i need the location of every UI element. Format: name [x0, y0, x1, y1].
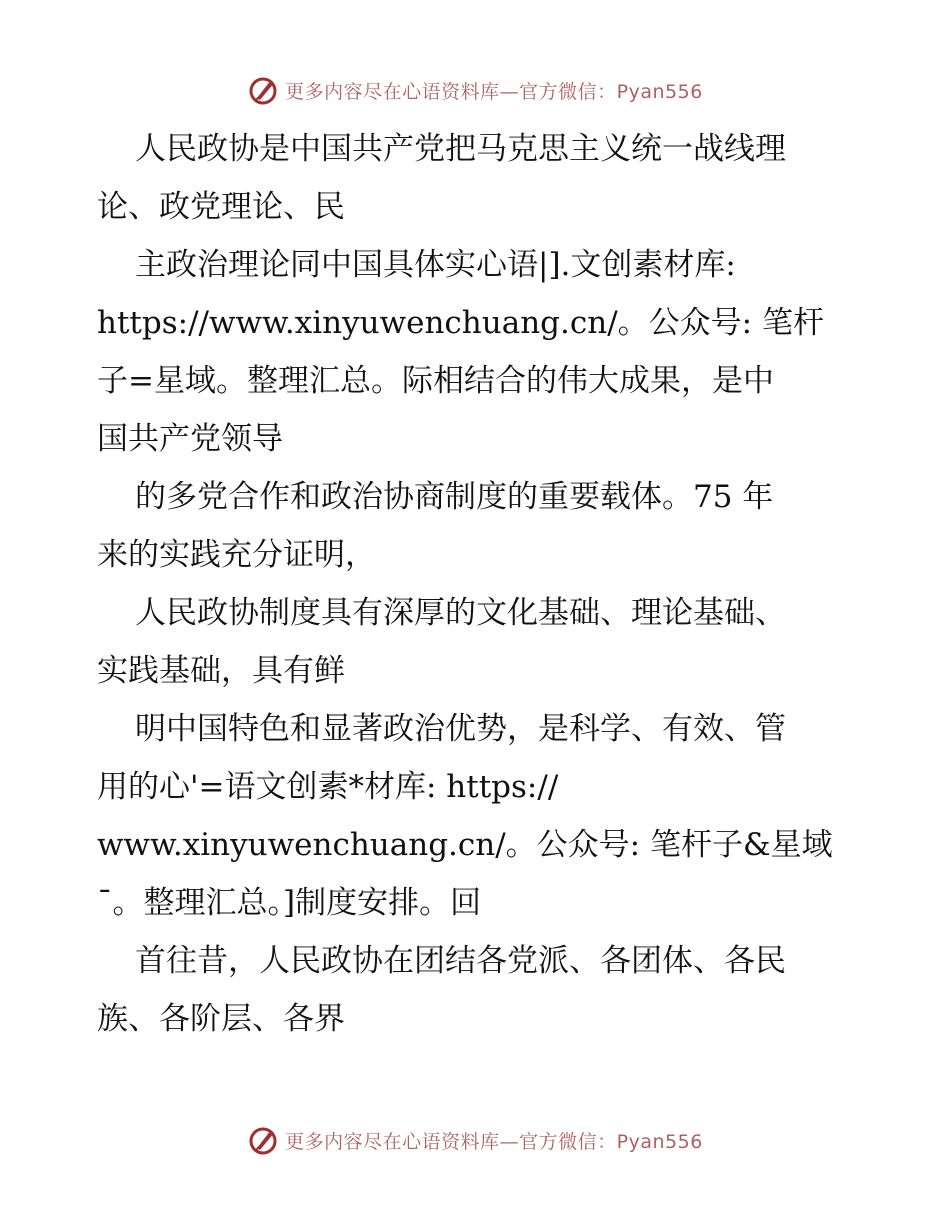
text-line: 人民政协是中国共产党把马克思主义统一战线理 [135, 131, 786, 167]
watermark-label: 更多内容尽在心语资料库—官方微信： [285, 1130, 617, 1153]
text-line: 族、各阶层、各界 [97, 1001, 345, 1037]
header-watermark [0, 70, 950, 110]
watermark-text [285, 77, 703, 104]
watermark-label: 更多内容尽在心语资料库—官方微信： [285, 80, 617, 103]
document-body [97, 120, 857, 1048]
quill-logo-icon [247, 1124, 279, 1156]
watermark-wechat-id: Pyan556 [616, 1130, 703, 1153]
text-line: www.xinyuwenchuang.cn/。公众号: 笔杆子&星域 [97, 827, 833, 863]
text-line: 实践基础，具有鲜 [97, 653, 345, 689]
watermark-text [285, 1127, 703, 1154]
text-line: 来的实践充分证明， [97, 537, 376, 573]
quill-logo-icon [247, 74, 279, 106]
watermark-wechat-id: Pyan556 [616, 80, 703, 103]
text-line: 的多党合作和政治协商制度的重要载体。75 年 [135, 479, 774, 515]
text-line: 明中国特色和显著政治优势，是科学、有效、管 [135, 711, 786, 747]
text-line: ¯。整理汇总。]制度安排。回 [97, 885, 482, 921]
text-line: 首往昔，人民政协在团结各党派、各团体、各民 [135, 943, 786, 979]
text-line: 主政治理论同中国具体实心语|].文创素材库: [135, 247, 736, 283]
footer-watermark [0, 1120, 950, 1160]
text-line: https://www.xinyuwenchuang.cn/。公众号: 笔杆 [97, 305, 824, 341]
text-line: 人民政协制度具有深厚的文化基础、理论基础、 [135, 595, 786, 631]
text-line: 子=星域。整理汇总。际相结合的伟大成果，是中 [97, 363, 774, 399]
text-line: 用的心'=语文创素*材库: https:// [97, 769, 559, 805]
text-line: 国共产党领导 [97, 421, 283, 457]
text-line: 论、政党理论、民 [97, 189, 345, 225]
